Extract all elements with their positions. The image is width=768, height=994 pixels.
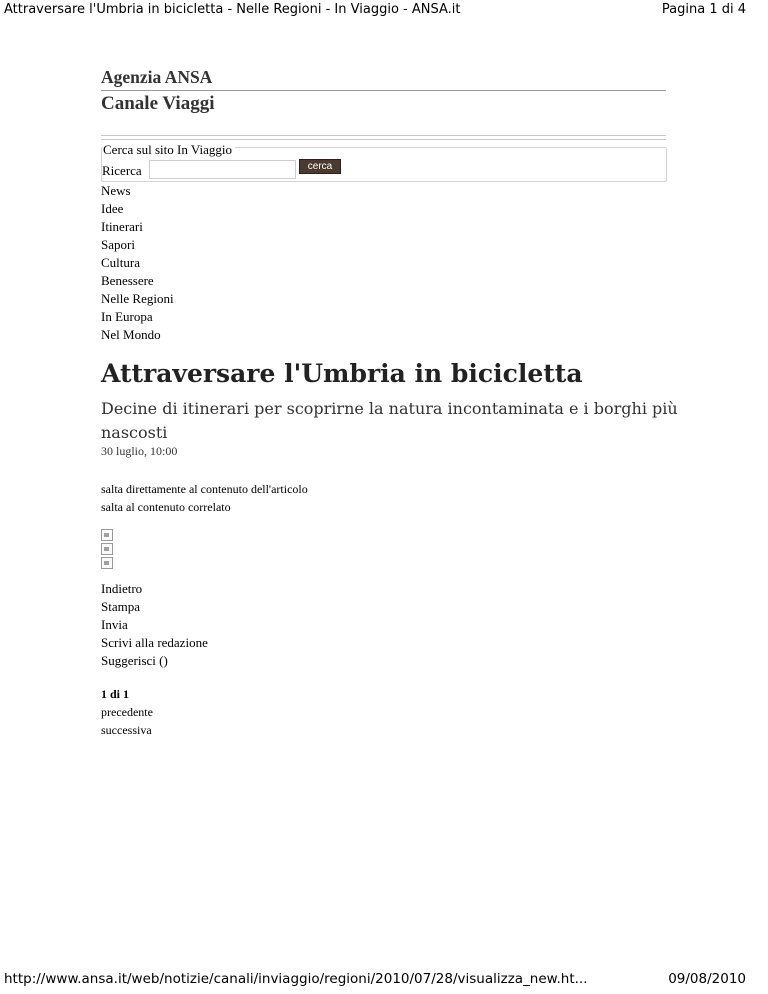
pager-next-link[interactable]: successiva [101,723,152,737]
nav-item-cultura[interactable]: Cultura [101,255,140,270]
nav-item-nel-mondo[interactable]: Nel Mondo [101,327,161,342]
search-button[interactable]: cerca [299,159,341,174]
search-input[interactable] [149,160,296,179]
article-subtitle: Decine di itinerari per scoprirne la natura incontaminata e i borghi più nascosti [101,399,678,442]
nav-item-sapori[interactable]: Sapori [101,237,135,252]
print-header-title: Attraversare l'Umbria in bicicletta - Nelle Regioni - In Viaggio - ANSA.it [4,2,461,17]
tool-icons [101,529,113,571]
pager-prev-link[interactable]: precedente [101,705,153,719]
site-channel[interactable]: Canale Viaggi [101,93,215,114]
article-tools [101,580,208,670]
print-header-page: Pagina 1 di 4 [661,2,746,17]
article-title: Attraversare l'Umbria in bicicletta [101,359,583,388]
search-legend: Cerca sul sito In Viaggio [103,142,235,157]
search-label: Ricerca [102,163,142,178]
broken-image-icon[interactable] [101,543,113,555]
article-date: 30 luglio, 10:00 [101,444,178,458]
skip-to-content-link[interactable]: salta direttamente al contenuto dell'articolo [101,482,308,496]
print-footer [0,971,768,991]
search-divider [101,135,666,140]
broken-image-icon[interactable] [101,557,113,569]
print-link[interactable]: Stampa [101,599,140,614]
nav-item-in-europa[interactable]: In Europa [101,309,153,324]
pager-count: 1 di 1 [101,687,130,701]
print-header [0,1,768,21]
print-footer-date: 09/08/2010 [668,971,746,987]
nav-item-itinerari[interactable]: Itinerari [101,219,143,234]
nav-item-nelle-regioni[interactable]: Nelle Regioni [101,291,174,306]
send-link[interactable]: Invia [101,617,128,632]
brand-divider [101,90,666,91]
skip-links [101,480,308,516]
write-editors-link[interactable]: Scrivi alla redazione [101,635,208,650]
channel-nav [101,182,174,344]
suggest-link[interactable]: Suggerisci () [101,653,168,668]
broken-image-icon[interactable] [101,529,113,541]
site-brand[interactable]: Agenzia ANSA [101,67,213,87]
back-link[interactable]: Indietro [101,581,143,596]
skip-to-related-link[interactable]: salta al contenuto correlato [101,500,231,514]
nav-item-news[interactable]: News [101,183,131,198]
nav-item-benessere[interactable]: Benessere [101,273,154,288]
print-footer-url: http://www.ansa.it/web/notizie/canali/inviaggio/regioni/2010/07/28/visualizza_new.ht... [4,971,588,987]
nav-item-idee[interactable]: Idee [101,201,124,216]
gallery-pager [101,685,153,739]
